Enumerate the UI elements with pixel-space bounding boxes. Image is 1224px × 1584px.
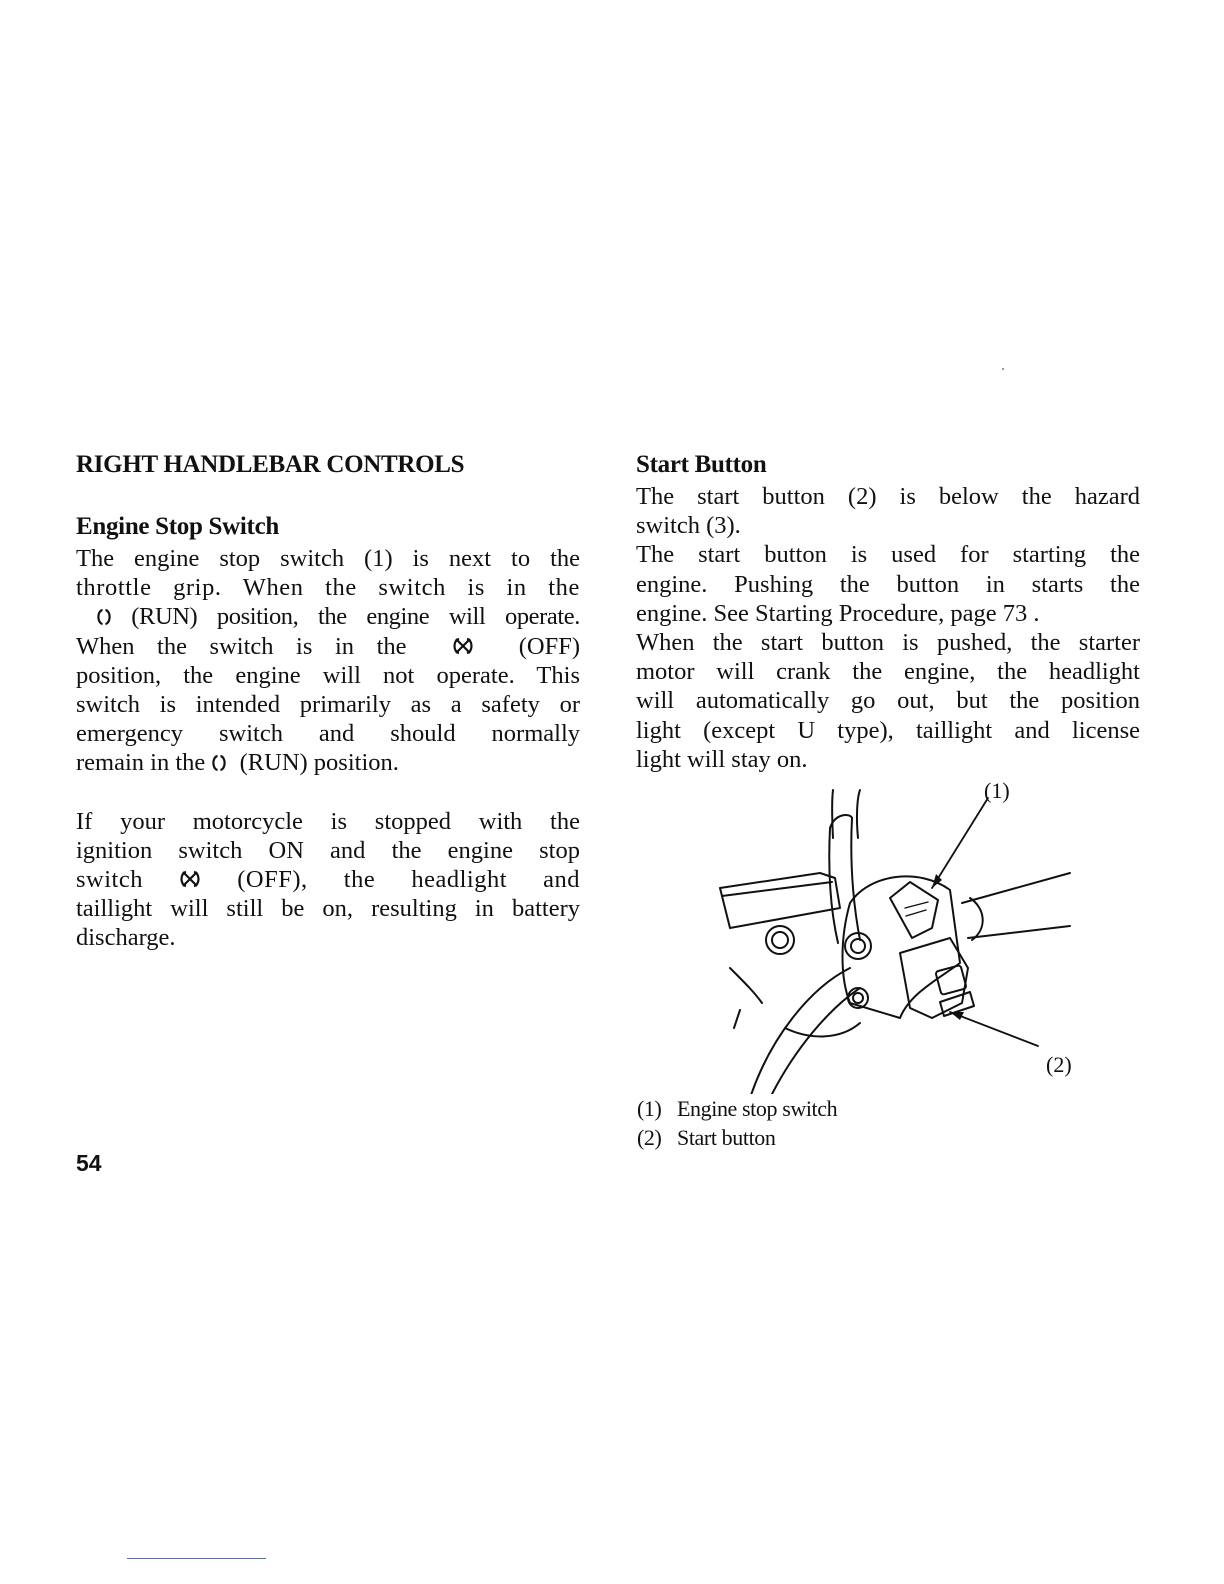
text-line: ignition switch ON and the engine stop xyxy=(76,836,580,864)
text-line: switch (3). xyxy=(636,512,741,540)
text-line: (RUN) position, the engine will operate. xyxy=(76,602,580,631)
text-line: remain in the (RUN) position. xyxy=(76,749,399,777)
illustration-line xyxy=(734,1010,740,1028)
scan-speck xyxy=(1002,368,1004,370)
text-line: switch (OFF), the headlight and xyxy=(76,866,581,894)
figure-caption-1: (1) Engine stop switch xyxy=(637,1096,838,1121)
illustration-line xyxy=(785,1023,860,1036)
text-line: taillight will still be on, resulting in battery xyxy=(76,895,580,923)
text-line: The start button (2) is below the hazard xyxy=(636,483,1140,510)
start-button-heading: Start Button xyxy=(636,451,767,478)
leader-line-1 xyxy=(932,798,988,888)
text-line: discharge. xyxy=(76,924,176,952)
illustration-line xyxy=(832,790,833,838)
text-line: If your motorcycle is stopped with the xyxy=(76,807,580,835)
text-line: will automatically go out, but the position xyxy=(636,687,1140,715)
figure-caption-2: (2) Start button xyxy=(637,1125,776,1150)
left-column xyxy=(76,448,580,953)
footer-rule xyxy=(127,1558,266,1559)
engine-stop-paragraph xyxy=(76,544,580,778)
illustration-line xyxy=(857,790,860,838)
page-number: 54 xyxy=(76,1150,102,1176)
arrow-head-2 xyxy=(950,1012,964,1020)
text-line: light (except U type), taillight and license xyxy=(636,716,1140,744)
handlebar-illustration xyxy=(700,778,1090,1094)
illustration-line xyxy=(905,902,928,916)
illustration-line xyxy=(766,926,794,954)
illustration-line xyxy=(772,932,788,948)
illustration-line xyxy=(900,938,968,1018)
illustration-line xyxy=(843,876,961,1018)
off-symbol-icon xyxy=(179,869,201,889)
illustration-line xyxy=(853,993,863,1003)
illustration-line xyxy=(720,873,840,928)
run-symbol-icon xyxy=(96,607,112,627)
illustration-line xyxy=(851,939,865,953)
illustration-line xyxy=(750,968,860,1094)
section-title: RIGHT HANDLEBAR CONTROLS xyxy=(76,451,465,478)
leader-line-2 xyxy=(950,1012,1038,1046)
illustration-line xyxy=(890,882,938,938)
engine-stop-switch-heading: Engine Stop Switch xyxy=(76,513,279,540)
text-line: emergency switch and should normally xyxy=(76,720,580,748)
text-line: engine. Pushing the button in starts the xyxy=(636,570,1140,598)
right-column xyxy=(636,448,1140,774)
text-line: When the start button is pushed, the starter xyxy=(636,629,1140,657)
illustration-line xyxy=(730,968,762,1003)
text-line: engine. See Starting Procedure, page 73 . xyxy=(636,599,1040,627)
text-line: position, the engine will not operate. This xyxy=(76,661,580,689)
text-line: The start button is used for starting the xyxy=(636,541,1140,569)
text-line: light will stay on. xyxy=(636,745,808,773)
off-symbol-icon xyxy=(452,636,474,656)
run-symbol-icon xyxy=(211,753,227,773)
callout-label-2: (2) xyxy=(1046,1052,1072,1077)
callout-label-1: (1) xyxy=(984,778,1010,803)
text-line: When the switch is in the (OFF) xyxy=(76,632,581,660)
battery-warning-paragraph xyxy=(76,807,580,953)
text-line: switch is intended primarily as a safety or xyxy=(76,691,580,719)
illustration-line xyxy=(845,933,871,959)
text-line: The engine stop switch (1) is next to the xyxy=(76,545,580,572)
illustration-line xyxy=(970,898,983,940)
start-button-paragraph xyxy=(636,482,1140,774)
text-line: motor will crank the engine, the headlight xyxy=(636,658,1140,686)
text-line: throttle grip. When the switch is in the xyxy=(76,574,580,602)
illustration-line xyxy=(722,882,832,896)
